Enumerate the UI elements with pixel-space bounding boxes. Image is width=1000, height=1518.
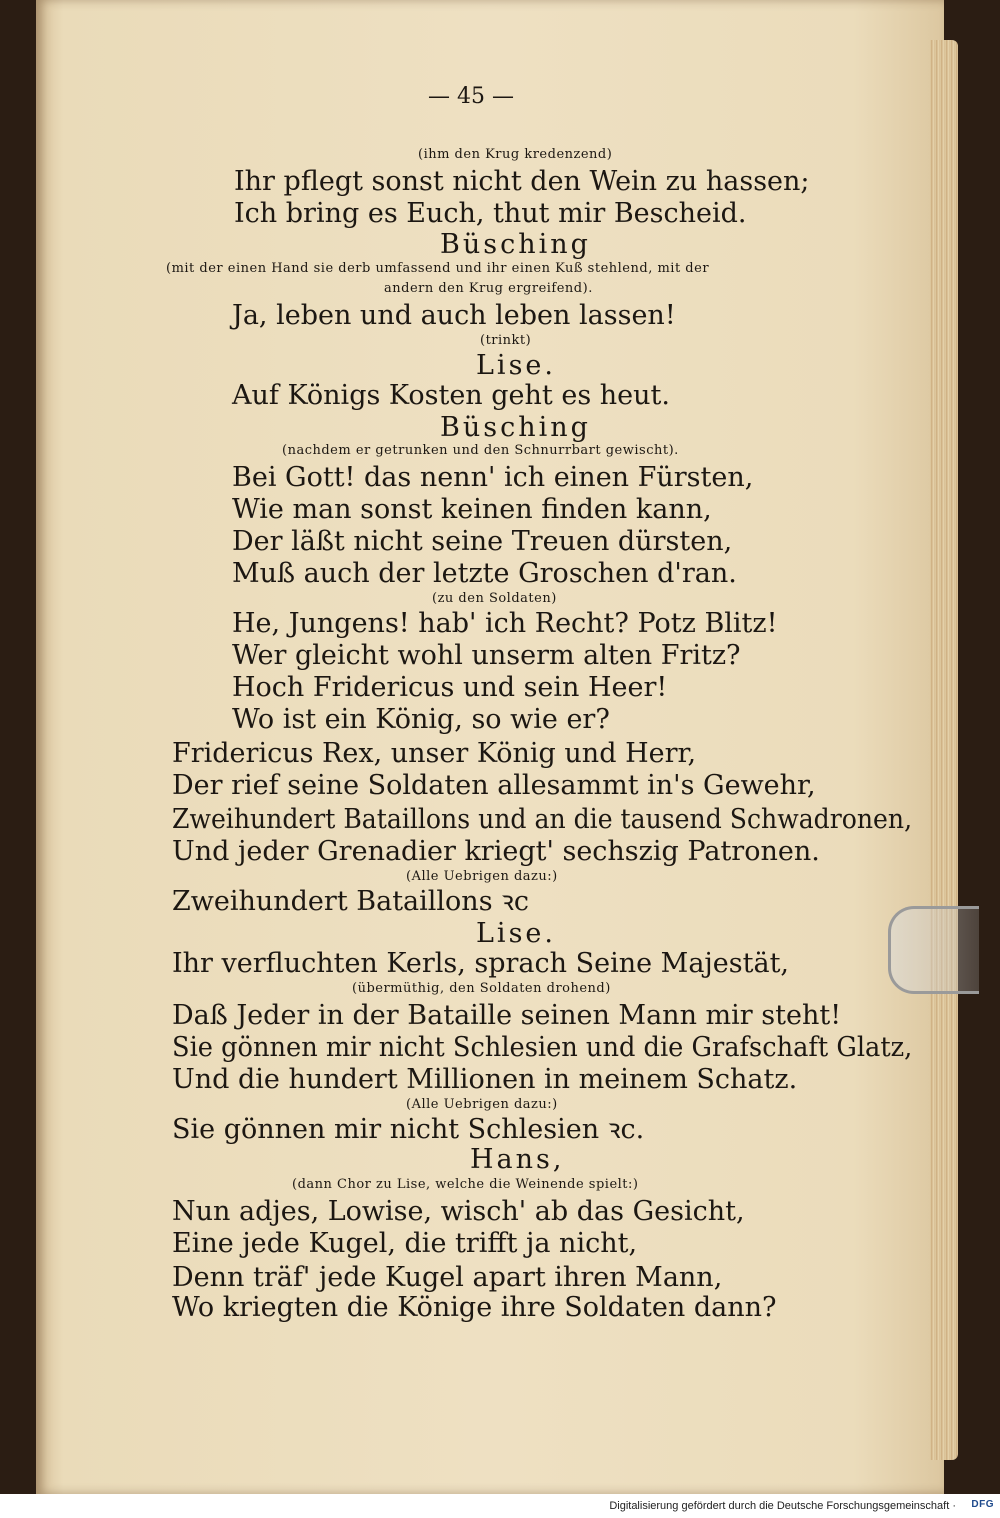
verse-line: Zweihundert Bataillons ꝛc xyxy=(172,886,530,917)
footer-credit: Digitalisierung gefördert durch die Deutsche Forschungsgemeinschaft · xyxy=(609,1500,956,1512)
page-tab-marker xyxy=(888,906,979,994)
verse-line: Muß auch der letzte Groschen d'ran. xyxy=(232,558,737,589)
verse-line: Auf Königs Kosten geht es heut. xyxy=(232,380,670,411)
stage-direction: (ihm den Krug kredenzend) xyxy=(418,147,613,162)
verse-line: Und die hundert Millionen in meinem Schatz. xyxy=(172,1064,798,1095)
stage-direction: (nachdem er getrunken und den Schnurrbart gewischt). xyxy=(282,443,679,458)
stage-direction: (zu den Soldaten) xyxy=(432,591,557,606)
verse-line: Der rief seine Soldaten allesammt in's Gewehr, xyxy=(172,770,816,801)
verse-line: Wie man sonst keinen finden kann, xyxy=(232,494,712,525)
verse-line: Eine jede Kugel, die trifft ja nicht, xyxy=(172,1228,638,1259)
verse-line: Bei Gott! das nenn' ich einen Fürsten, xyxy=(232,462,754,493)
verse-line: Ja, leben und auch leben lassen! xyxy=(232,300,676,331)
verse-line: Wer gleicht wohl unserm alten Fritz? xyxy=(232,640,741,671)
verse-line: Fridericus Rex, unser König und Herr, xyxy=(172,738,697,769)
verse-line: Sie gönnen mir nicht Schlesien ꝛc. xyxy=(172,1114,645,1145)
verse-line: Ihr verfluchten Kerls, sprach Seine Majestät, xyxy=(172,948,790,979)
verse-line: Nun adjes, Lowise, wisch' ab das Gesicht, xyxy=(172,1196,745,1227)
stage-direction: andern den Krug ergreifend). xyxy=(384,281,593,296)
stage-direction: (dann Chor zu Lise, welche die Weinende spielt:) xyxy=(292,1177,639,1192)
speaker-name: Büsching xyxy=(440,412,591,443)
verse-line: Wo ist ein König, so wie er? xyxy=(232,704,610,735)
verse-line: Zweihundert Bataillons und an die tausend Schwadronen, xyxy=(172,804,913,835)
speaker-name: Lise. xyxy=(476,918,556,949)
verse-line: Wo kriegten die Könige ihre Soldaten dann? xyxy=(172,1292,777,1323)
funding-footer xyxy=(0,1494,1000,1518)
speaker-name: Hans, xyxy=(470,1144,565,1175)
verse-line: Der läßt nicht seine Treuen dürsten, xyxy=(232,526,733,557)
stage-direction: (Alle Uebrigen dazu:) xyxy=(406,869,558,884)
verse-line: Daß Jeder in der Bataille seinen Mann mir steht! xyxy=(172,1000,842,1031)
verse-line: Hoch Fridericus und sein Heer! xyxy=(232,672,668,703)
verse-line: Denn träf' jede Kugel apart ihren Mann, xyxy=(172,1262,723,1293)
verse-line: Und jeder Grenadier kriegt' sechszig Patronen. xyxy=(172,836,820,867)
stage-direction: (Alle Uebrigen dazu:) xyxy=(406,1097,558,1112)
book-page xyxy=(36,0,944,1494)
verse-line: Ich bring es Euch, thut mir Bescheid. xyxy=(234,198,747,229)
page-edges xyxy=(930,40,958,1460)
verse-line: He, Jungens! hab' ich Recht? Potz Blitz! xyxy=(232,608,778,639)
stage-direction: (trinkt) xyxy=(480,333,532,348)
dfg-logo-icon: DFG xyxy=(971,1499,994,1510)
stage-direction: (übermüthig, den Soldaten drohend) xyxy=(352,981,611,996)
verse-line: Sie gönnen mir nicht Schlesien und die Grafschaft Glatz, xyxy=(172,1032,913,1063)
verse-line: Ihr pflegt sonst nicht den Wein zu hassen; xyxy=(234,166,810,197)
speaker-name: Lise. xyxy=(476,350,556,381)
page-number: — 45 — xyxy=(428,84,514,109)
stage-direction: (mit der einen Hand sie derb umfassend und ihr einen Kuß stehlend, mit der xyxy=(166,261,710,276)
speaker-name: Büsching xyxy=(440,229,591,260)
